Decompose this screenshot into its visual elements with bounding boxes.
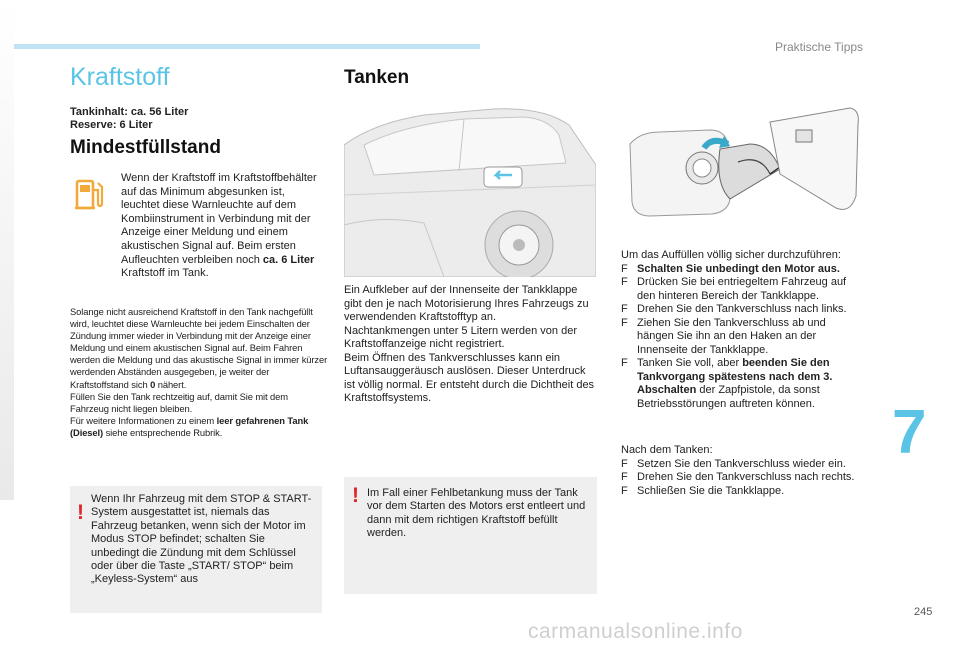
- stop-start-warning-box: [70, 486, 322, 613]
- misfuel-warning-text: Im Fall einer Fehlbetankung muss der Tank vor dem Starten des Motors erst entleert und dann mit dem richtigen Kraftstoff befüllt werden.: [367, 487, 586, 540]
- low-fuel-warning-text: Wenn der Kraftstoff im Kraftstoffbehälter auf das Minimum abgesunken ist, leuchtet diese Warnleuchte auf dem Kombiinstrument in Verbindung mit der Anzeige einer Meldung und einem akustischen Signal auf. Beim ersten Aufleuchten verbleiben noch ca. 6 Liter Kraftstoff im Tank.: [121, 172, 317, 280]
- page-number: 245: [914, 606, 933, 618]
- exclamation-icon: !: [352, 484, 359, 507]
- step-turn-right: F Drehen Sie den Tankverschluss nach rechts.: [621, 471, 855, 483]
- min-level-heading: Mindestfüllstand: [70, 137, 221, 158]
- header-bar: [14, 44, 480, 49]
- chapter-number: 7: [892, 398, 927, 467]
- note-diesel-ref: Für weitere Informationen zu einem leer gefahrenen Tank (Diesel) siehe entsprechende Rubrik.: [70, 414, 309, 438]
- tank-capacity: Tankinhalt: ca. 56 Liter: [70, 106, 189, 118]
- step-press-flap: F Drücken Sie bei entriegeltem Fahrzeug auf den hinteren Bereich der Tankklappe.: [621, 276, 847, 302]
- fuel-pump-icon: [74, 177, 106, 211]
- refuel-heading: Tanken: [344, 67, 410, 88]
- step-engine-off: F Schalten Sie unbedingt den Motor aus.: [621, 262, 840, 275]
- left-edge-shade: [0, 0, 14, 500]
- step-refit-cap: F Setzen Sie den Tankverschluss wieder ein.: [621, 457, 846, 470]
- section-title: Praktische Tipps: [775, 40, 864, 54]
- sticker-info: Ein Aufkleber auf der Innenseite der Tankklappe gibt den je nach Motorisierung Ihres Fahrzeugs zu verwendenden Kraftstofftyp an.: [344, 284, 589, 323]
- car-rear-illustration: [344, 105, 596, 277]
- refuel-info: [344, 284, 596, 406]
- stop-start-warning-text: Wenn Ihr Fahrzeug mit dem STOP & START-System ausgestattet ist, niemals das Fahrzeug betanken, wenn sich der Motor im Modus STOP befindet; schalten Sie unbedingt die Zündung mit dem Schlüssel oder über die Taste „START/ STOP“ beim „Keyless-System“ aus: [91, 493, 312, 586]
- vacuum-info: Beim Öffnen des Tankverschlusses kann ein Luftansauggeräusch auslösen. Dieser Unterdruck ist völlig normal. Er entsteht durch die Dichtheit des Kraftstoffsystems.: [344, 351, 595, 404]
- steps-intro: Um das Auffüllen völlig sicher durchzuführen:: [621, 249, 841, 261]
- step-remove-cap: F Ziehen Sie den Tankverschluss ab und hängen Sie ihn an den Haken an der Innenseite der Tankklappe.: [621, 316, 826, 356]
- note-refill: Solange nicht ausreichend Kraftstoff in den Tank nachgefüllt wird, leuchtet diese Warnleuchte bei jedem Einschalten der Zündung immer wieder in Verbindung mit der Anzeige einer Meldung und einem akustischen Signal auf. Beim Fahren werden die Meldung und das akustische Signal in immer kürzer werdenden Abständen ausgegeben, je weiter der Kraftstoffstand sich 0 nähert.: [70, 306, 328, 390]
- tank-reserve: Reserve: 6 Liter: [70, 119, 153, 131]
- fuel-cap-illustration: [620, 104, 862, 219]
- step-fill-up: F Tanken Sie voll, aber beenden Sie den Tankvorgang spätestens nach dem 3. Abschalten der Zapfpistole, da sonst Betriebsstörungen auftreten können.: [621, 357, 833, 410]
- after-heading: Nach dem Tanken:: [621, 444, 713, 456]
- step-turn-left: F Drehen Sie den Tankverschluss nach links.: [621, 303, 847, 315]
- misfuel-warning-box: [344, 477, 597, 594]
- step-close-flap: F Schließen Sie die Tankklappe.: [621, 484, 785, 497]
- refuel-steps: [621, 249, 861, 411]
- tank-info: [70, 106, 188, 132]
- small-amount-info: Nachtankmengen unter 5 Litern werden von der Kraftstoffanzeige nicht registriert.: [344, 324, 577, 350]
- exclamation-icon: !: [77, 501, 84, 524]
- note-fill-in-time: Füllen Sie den Tank rechtzeitig auf, damit Sie mit dem Fahrzeug nicht liegen bleiben.: [70, 390, 288, 414]
- watermark: carmanualsonline.info: [528, 620, 743, 643]
- fuel-notes: [70, 306, 328, 439]
- page-title: Kraftstoff: [70, 63, 170, 91]
- after-refuel-steps: [621, 444, 861, 498]
